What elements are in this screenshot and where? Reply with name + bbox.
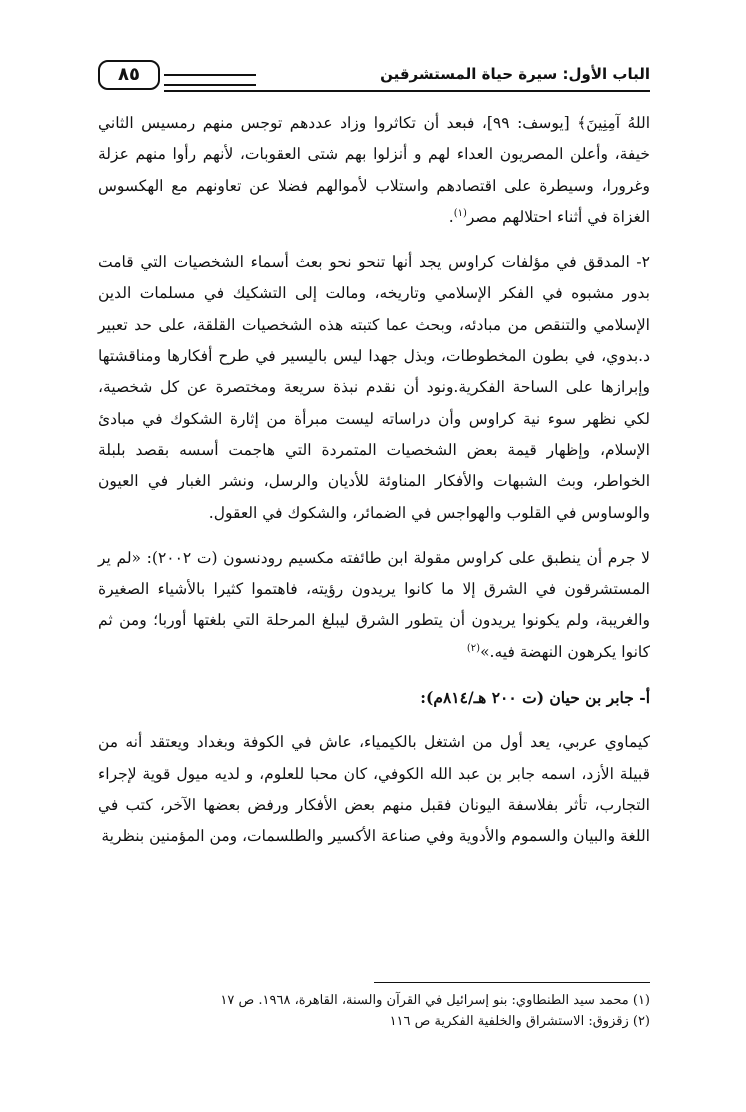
footnote-ref-1: (١) <box>453 207 467 219</box>
paragraph-2: ٢- المدقق في مؤلفات كراوس يجد أنها تنحو نحو بعث أسماء الشخصيات التي قامت بدور مشبوه في الفكر الإسلامي وتاريخه، ومالت إلى التشكيك في مسلمات الدين الإسلامي والتنقص من مبادئه، وبحث عما كتبته هذه الشخصيات القلقة، على حد تعبير د.بدوي، في بطون المخطوطات، وبذل جهدا ليس باليسير في طرح أفكارها ومناقشتها وإبرازها على الساحة الفكرية.ونود أن نقدم نبذة سريعة ومختصرة عن كل شخصية، لكي نظهر سوء نية كراوس وأن دراساته ليست مبرأة من إثارة الشكوك في مبادئ الإسلام، وإظهار قيمة بعض الشخصيات المتمردة التي هاجمت أسسه بقصد بلبلة الخواطر، وبث الشبهات والأفكار المناوئة للأديان والرسل، ونشر الغبار في العيون والوساوس في القلوب والهواجس في الضمائر، والشكوك في العقول. <box>98 253 650 522</box>
header-ornament-lines <box>164 74 256 86</box>
paragraph-4: كيماوي عربي، يعد أول من اشتغل بالكيمياء، عاش في الكوفة وبغداد ويعتقد أنه من قبيلة الأزد، اسمه جابر بن عبد الله الكوفي، كان محبا للعلوم، و لديه ميول قوية لإجراء التجارب، تأثر بفلاسفة اليونان فقبل منهم بعض الأفكار ورفض بعضها الآخر، كتب في اللغة والبيان والسموم والأدوية وفي صناعة الأكسير والطلسمات، ومن المؤمنين بنظرية <box>98 733 650 846</box>
footnote-1: (١) محمد سيد الطنطاوي: بنو إسرائيل في القرآن والسنة، القاهرة، ١٩٦٨. ص ١٧ <box>220 993 650 1008</box>
header-rule <box>164 90 650 92</box>
footnote-ref-2: (٢) <box>466 642 481 654</box>
paragraph-1-text: اللهُ آمِنِينَ﴾ [يوسف: ٩٩]، فبعد أن تكاثروا وزاد عددهم توجس منهم رمسيس الثاني خيفة، وأعلن المصريون العداء لهم و أنزلوا بهم شتى العقوبات، لأنهم رأوا منهم عزلة وغرورا، وسيطرة على اقتصادهم واستلاب لأموالهم فضلا عن تعاونهم مع الهكسوس الغزاة في أثناء احتلالهم مصر <box>98 114 650 226</box>
paragraph-3-text: لا جرم أن ينطبق على كراوس مقولة ابن طائفته مكسيم رودنسون (ت ٢٠٠٢): «لم ير المستشرقون في الشرق إلا ما كانوا يريدون رؤيته، فاهتموا كثيرا بالأشياء الصغيرة والغريبة، ولم يكونوا يريدون أن يتطور الشرق ليبلغ المرحلة التي بلغتها أوربا؛ ومن ثم كانوا يكرهون النهضة فيه.» <box>98 548 651 661</box>
paragraph-1 <box>98 108 650 233</box>
page-header <box>98 58 650 92</box>
paragraph-3 <box>98 543 650 668</box>
footnotes <box>98 990 650 1032</box>
page-number: ٨٥ <box>98 60 160 90</box>
chapter-title: الباب الأول: سيرة حياة المستشرقين <box>380 65 650 83</box>
paragraph-1-tail: . <box>448 207 454 226</box>
footnote-2: (٢) زقزوق: الاستشراق والخلفية الفكرية ص ١١٦ <box>389 1014 650 1029</box>
footnote-separator <box>374 982 650 983</box>
section-heading: أ- جابر بن حيان (ت ٢٠٠ هـ/٨١٤م): <box>420 688 650 708</box>
body-text <box>98 108 650 853</box>
